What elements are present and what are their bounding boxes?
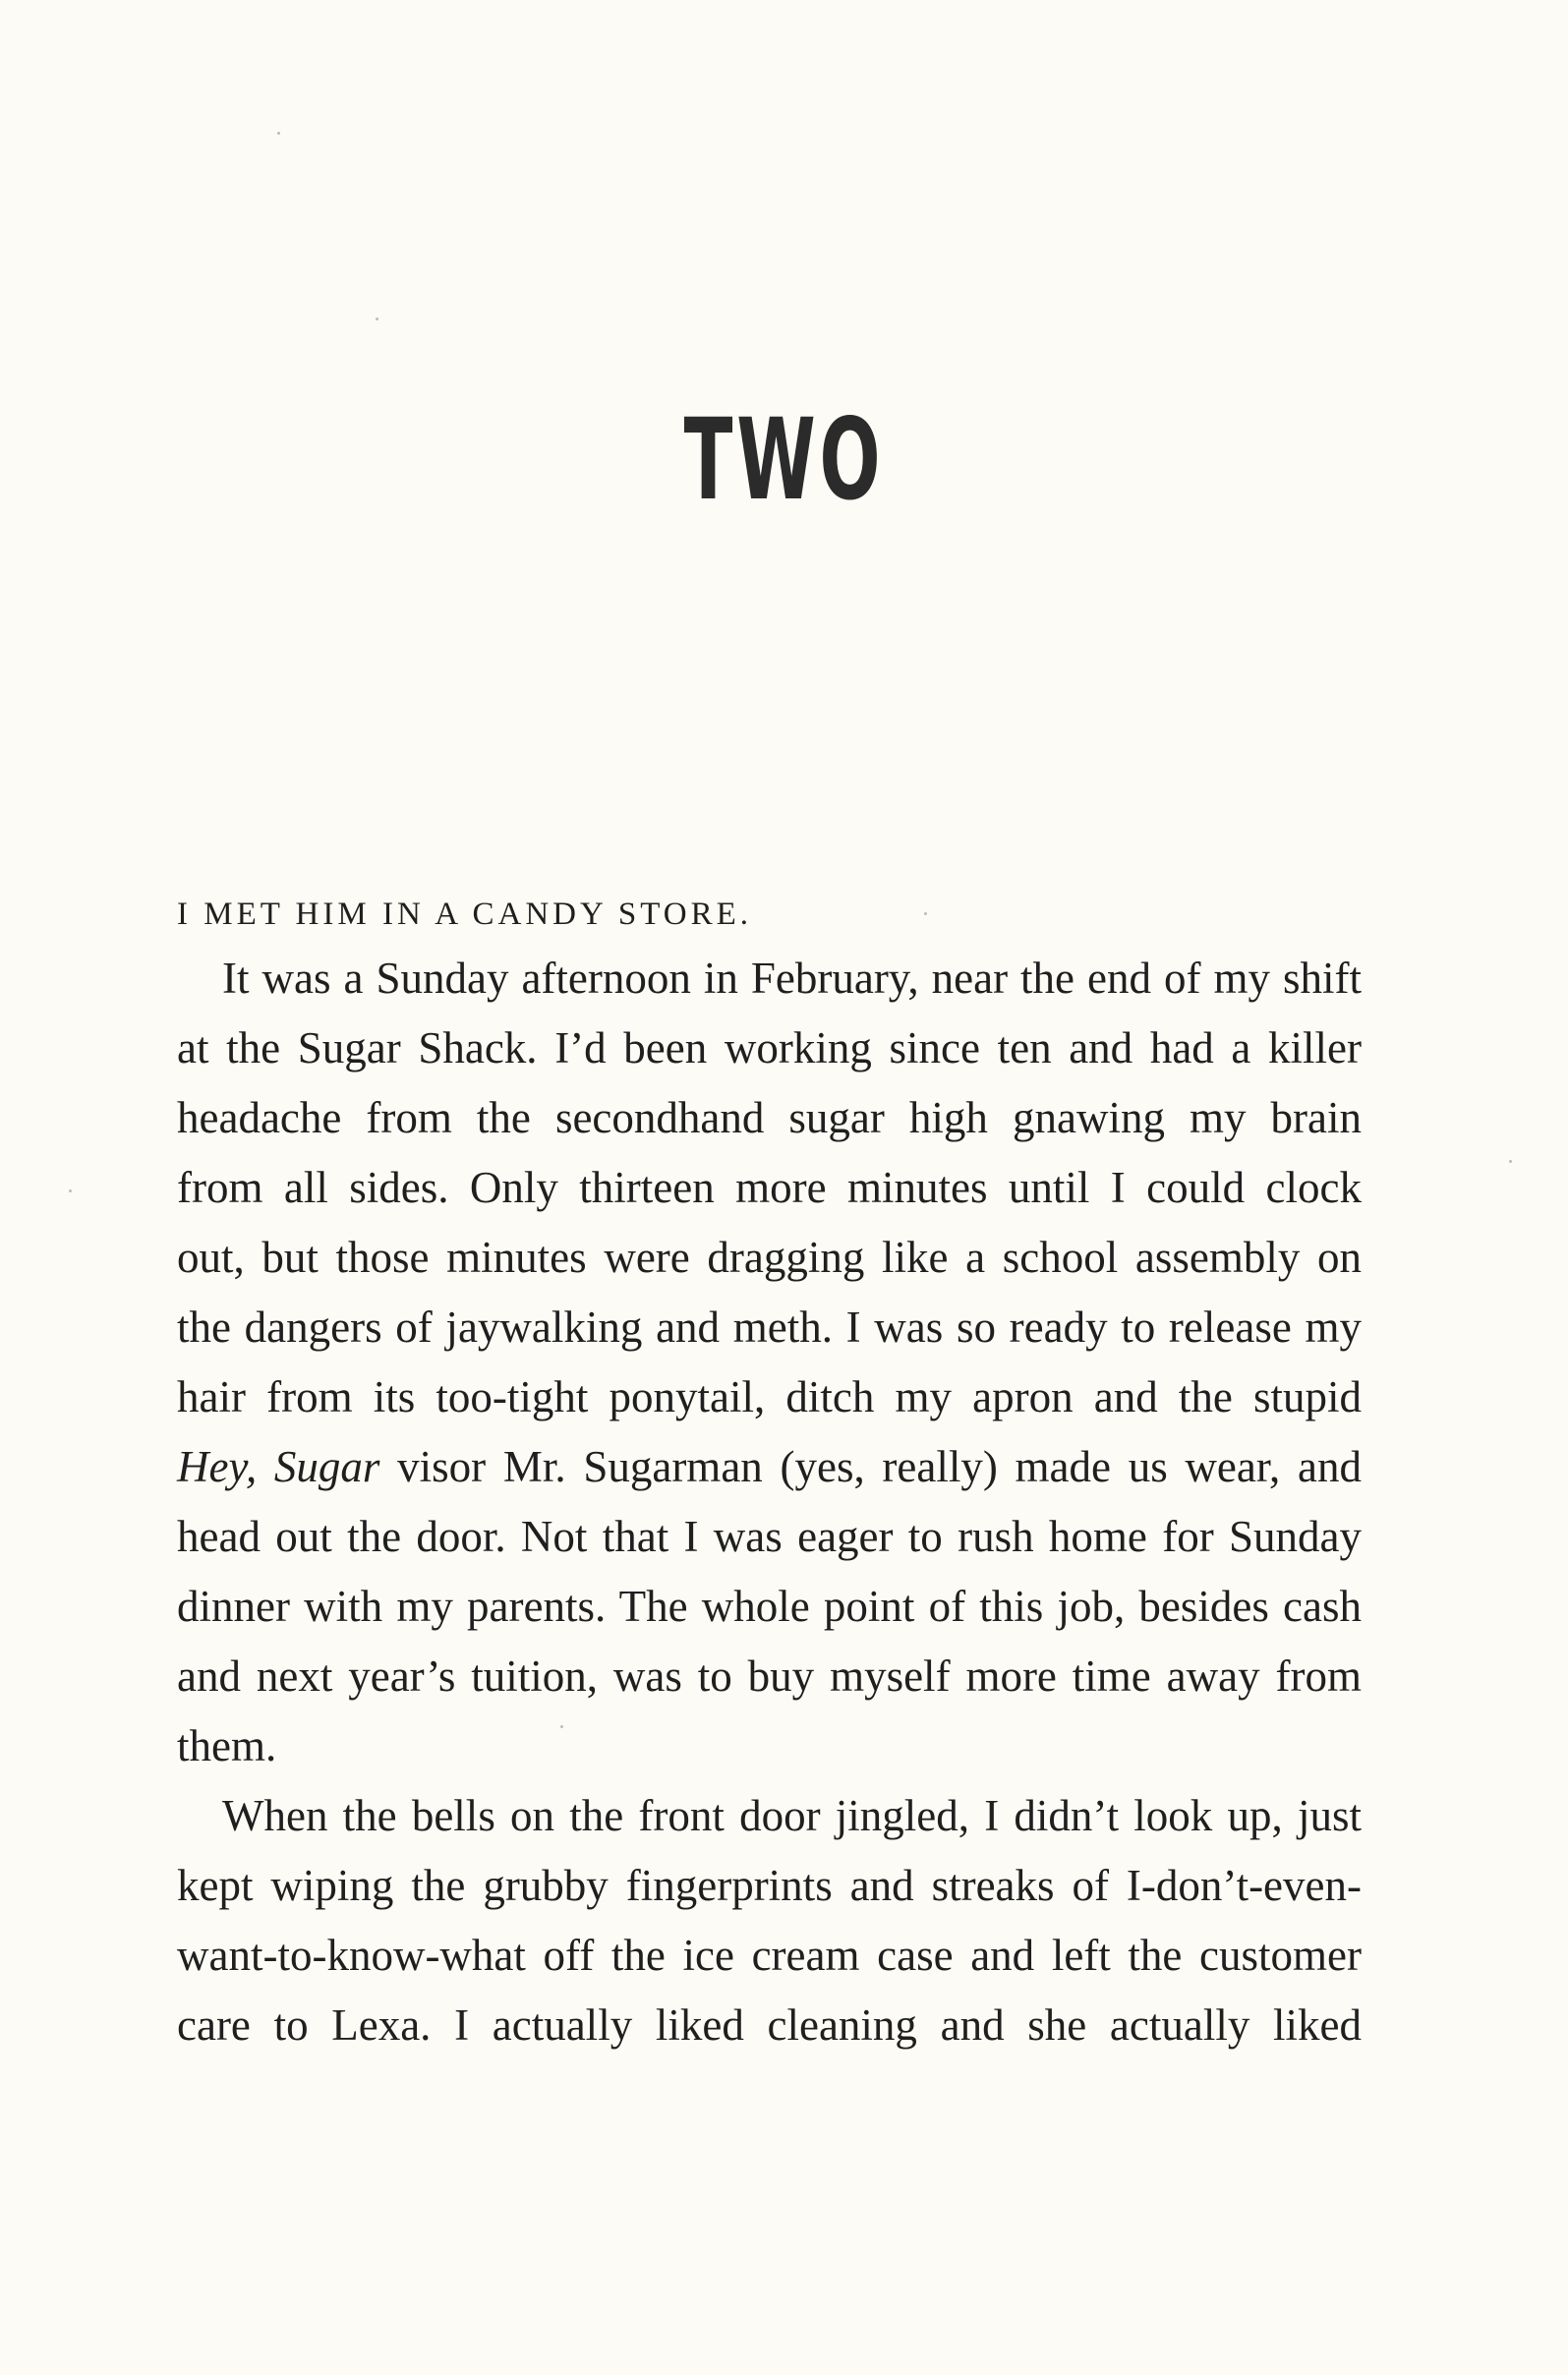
chapter-opener: I MET HIM IN A CANDY STORE. [177,897,753,932]
text-run: visor Mr. Sugarman (yes, really) made us wear, and [379,1442,1362,1491]
scan-speck [376,318,378,320]
text-line: care to Lexa. I actually liked cleaning and she actually liked [177,2000,1362,2050]
paragraph-2 [177,1781,1362,2060]
text-line: the dangers of jaywalking and meth. I was so ready to release my [177,1303,1362,1352]
text-line: and next year’s tuition, was to buy myself more time away from [177,1651,1362,1701]
body-text [177,885,1362,2060]
chapter-title: TWO [683,394,885,525]
scan-speck [1509,1160,1512,1163]
text-line [177,1432,1362,1502]
text-line: kept wiping the grubby fingerprints and streaks of I-don’t-even- [177,1861,1362,1910]
text-line: out, but those minutes were dragging like a school assembly on [177,1233,1362,1282]
scan-speck [69,1189,72,1192]
text-line: It was a Sunday afternoon in February, near the end of my shift [222,954,1362,1003]
text-line: want-to-know-what off the ice cream case and left the customer [177,1931,1362,1980]
text-line: When the bells on the front door jingled, I didn’t look up, just [222,1791,1362,1840]
paragraph-1 [177,944,1362,1781]
scan-speck [277,132,280,135]
text-line: them. [177,1721,277,1770]
text-line: hair from its too-tight ponytail, ditch my apron and the stupid [177,1372,1362,1421]
text-line: at the Sugar Shack. I’d been working since ten and had a killer [177,1023,1362,1072]
text-line: headache from the secondhand sugar high gnawing my brain [177,1093,1362,1142]
text-line: dinner with my parents. The whole point of this job, besides cash [177,1582,1362,1631]
italic-phrase: Hey, Sugar [177,1442,380,1491]
text-line: from all sides. Only thirteen more minutes until I could clock [177,1163,1362,1212]
text-line: head out the door. Not that I was eager to rush home for Sunday [177,1512,1362,1561]
